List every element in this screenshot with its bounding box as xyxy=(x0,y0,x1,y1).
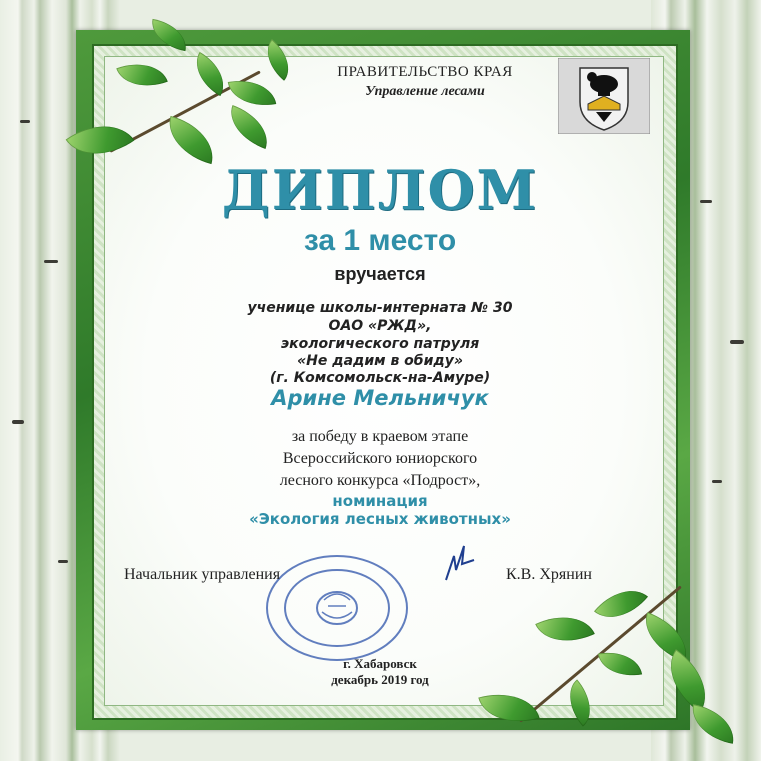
issue-date: декабрь 2019 год xyxy=(331,672,429,687)
recipient-line: «Не дадим в обиду» xyxy=(297,353,463,369)
nomination-name: «Экология лесных животных» xyxy=(249,510,511,528)
birch-bark-mark xyxy=(12,420,24,424)
recipient-line: ученице школы-интерната № 30 xyxy=(247,300,513,316)
awarded-text: вручается xyxy=(334,264,426,284)
recipient-name: Арине Мельничук xyxy=(271,386,489,410)
recipient-line: экологического патруля xyxy=(280,336,480,352)
diploma-title: ДИПЛОМ xyxy=(221,158,539,222)
reason-line: за победу в краевом этапе xyxy=(291,428,469,445)
birch-bark-mark xyxy=(58,560,68,563)
coat-of-arms-icon xyxy=(558,58,650,134)
nomination-label: номинация xyxy=(332,492,428,510)
birch-bark-mark xyxy=(20,120,30,123)
reason-line: Всероссийского юниорского xyxy=(282,450,478,467)
department-heading: Управление лесами xyxy=(365,84,485,99)
signatory-name: К.В. Хрянин xyxy=(506,566,592,583)
signature xyxy=(440,540,480,584)
government-heading: ПРАВИТЕЛЬСТВО КРАЯ xyxy=(337,64,513,80)
reason-line: лесного конкурса «Подрост», xyxy=(279,472,481,489)
place-award: за 1 место xyxy=(303,224,457,257)
city: г. Хабаровск xyxy=(343,656,417,671)
birch-bark-mark xyxy=(712,480,722,483)
birch-bark-mark xyxy=(44,260,58,263)
birch-bark-mark xyxy=(700,200,712,203)
recipient-line: (г. Комсомольск-на-Амуре) xyxy=(269,370,491,386)
signatory-role: Начальник управления xyxy=(124,566,281,583)
recipient-line: ОАО «РЖД», xyxy=(328,318,432,334)
official-stamp xyxy=(262,552,412,664)
birch-bark-mark xyxy=(730,340,744,344)
